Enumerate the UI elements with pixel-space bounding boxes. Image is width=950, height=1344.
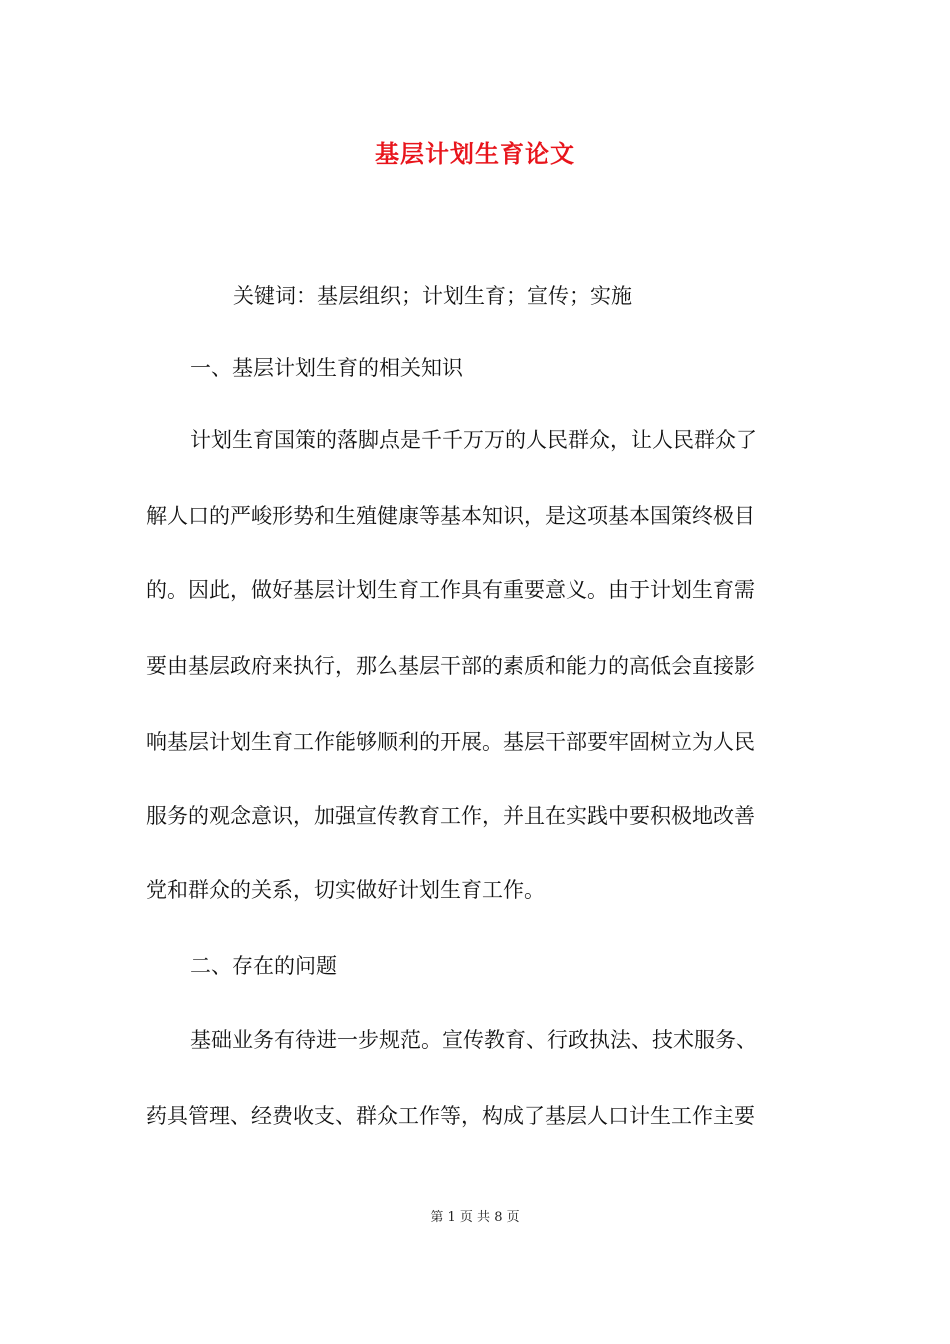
section-heading-1: 一、基层计划生育的相关知识 (190, 356, 463, 380)
paragraph-line: 响基层计划生育工作能够顺利的开展。基层干部要牢固树立为人民 (146, 730, 755, 754)
section-heading-2: 二、存在的问题 (190, 954, 337, 978)
paragraph-line: 药具管理、经费收支、群众工作等，构成了基层人口计生工作主要 (146, 1104, 755, 1128)
paragraph-line: 服务的观念意识，加强宣传教育工作，并且在实践中要积极地改善 (146, 804, 755, 828)
paragraph-line: 基础业务有待进一步规范。宣传教育、行政执法、技术服务、 (190, 1028, 757, 1052)
paragraph-line: 解人口的严峻形势和生殖健康等基本知识，是这项基本国策终极目 (146, 504, 755, 528)
paragraph-line: 要由基层政府来执行，那么基层干部的素质和能力的高低会直接影 (146, 654, 755, 678)
document-title: 基层计划生育论文 (375, 139, 575, 168)
paragraph-line: 的。因此，做好基层计划生育工作具有重要意义。由于计划生育需 (146, 578, 755, 602)
paragraph-line: 党和群众的关系，切实做好计划生育工作。 (146, 878, 545, 902)
page-number-footer: 第 1 页 共 8 页 (430, 1210, 520, 1225)
paragraph-line: 计划生育国策的落脚点是千千万万的人民群众，让人民群众了 (190, 428, 757, 452)
keywords-line: 关键词：基层组织；计划生育；宣传；实施 (233, 284, 632, 308)
